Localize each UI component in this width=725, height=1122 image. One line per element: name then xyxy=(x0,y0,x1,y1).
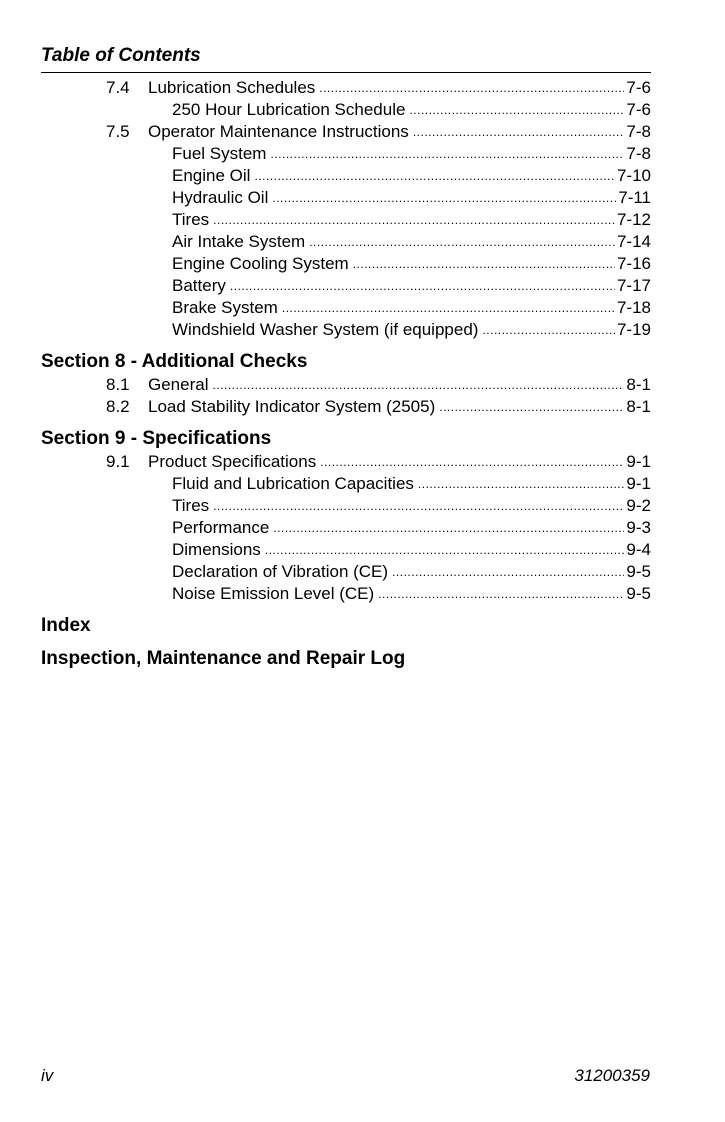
toc-entry-page: 7-10 xyxy=(616,166,651,185)
toc-entry[interactable] xyxy=(172,319,651,341)
dot-leader xyxy=(320,451,624,473)
toc-entry[interactable] xyxy=(172,143,651,165)
dot-leader xyxy=(282,297,615,319)
toc-entry-page: 7-17 xyxy=(616,276,651,295)
toc-entry-title: Performance xyxy=(172,518,270,537)
log-heading[interactable]: Inspection, Maintenance and Repair Log xyxy=(41,648,406,669)
toc-entry-title: 250 Hour Lubrication Schedule xyxy=(172,100,406,119)
toc-entry[interactable] xyxy=(172,209,651,231)
toc-entry-number: 8.1 xyxy=(106,375,130,394)
toc-entry[interactable] xyxy=(106,374,651,396)
toc-entry[interactable] xyxy=(106,77,651,99)
toc-entry-page: 8-1 xyxy=(626,375,651,394)
toc-entry-title: Dimensions xyxy=(172,540,261,559)
toc-entry-page: 8-1 xyxy=(626,397,651,416)
toc-entry-page: 7-18 xyxy=(616,298,651,317)
toc-entry-title: Windshield Washer System (if equipped) xyxy=(172,320,479,339)
toc-entry-page: 9-3 xyxy=(626,518,651,537)
toc-entry-title: General xyxy=(148,375,209,394)
page-title: Table of Contents xyxy=(41,45,201,66)
toc-entry-page: 9-2 xyxy=(626,496,651,515)
toc-entry-title: Brake System xyxy=(172,298,278,317)
toc-entry-page: 7-8 xyxy=(626,144,651,163)
page-header xyxy=(41,44,651,73)
toc-entry-title: Tires xyxy=(172,496,210,515)
toc-entry-title: Product Specifications xyxy=(148,452,317,471)
toc-entry-title: Hydraulic Oil xyxy=(172,188,269,207)
toc-entry[interactable] xyxy=(172,253,651,275)
dot-leader xyxy=(319,77,624,99)
dot-leader xyxy=(212,374,624,396)
toc-entry[interactable] xyxy=(172,165,651,187)
toc-entry-title: Air Intake System xyxy=(172,232,306,251)
toc-entry[interactable] xyxy=(106,396,651,418)
toc-entry[interactable] xyxy=(106,451,651,473)
toc-entry[interactable] xyxy=(172,539,651,561)
toc-entry-title: Engine Cooling System xyxy=(172,254,349,273)
toc-entry-page: 7-6 xyxy=(626,100,651,119)
dot-leader xyxy=(265,539,625,561)
toc-entry-title: Declaration of Vibration (CE) xyxy=(172,562,389,581)
toc-entry-number: 9.1 xyxy=(106,452,130,471)
dot-leader xyxy=(213,209,615,231)
dot-leader xyxy=(213,495,624,517)
toc-entry-page: 9-1 xyxy=(626,474,651,493)
dot-leader xyxy=(439,396,624,418)
toc-entry-title: Tires xyxy=(172,210,210,229)
section-8-heading[interactable]: Section 8 - Additional Checks xyxy=(41,351,308,372)
toc-entry-title: Noise Emission Level (CE) xyxy=(172,584,375,603)
dot-leader xyxy=(272,187,616,209)
dot-leader xyxy=(254,165,615,187)
toc-entry-page: 7-6 xyxy=(626,78,651,97)
toc-entry-page: 9-1 xyxy=(626,452,651,471)
dot-leader xyxy=(230,275,615,297)
index-heading[interactable]: Index xyxy=(41,615,91,636)
toc-entry[interactable] xyxy=(172,297,651,319)
dot-leader xyxy=(378,583,624,605)
dot-leader xyxy=(270,143,624,165)
toc-entry[interactable] xyxy=(172,583,651,605)
toc-entry[interactable] xyxy=(172,275,651,297)
toc-entry-page: 9-4 xyxy=(626,540,651,559)
toc-entry-page: 7-14 xyxy=(616,232,651,251)
dot-leader xyxy=(413,121,625,143)
toc-entry[interactable] xyxy=(172,495,651,517)
section-9-heading[interactable]: Section 9 - Specifications xyxy=(41,428,272,449)
toc-entry-page: 7-8 xyxy=(626,122,651,141)
dot-leader xyxy=(309,231,615,253)
dot-leader xyxy=(353,253,615,275)
dot-leader xyxy=(273,517,624,539)
toc-entry-page: 7-12 xyxy=(616,210,651,229)
toc-entry-title: Fuel System xyxy=(172,144,267,163)
dot-leader xyxy=(418,473,625,495)
toc-entry-title: Battery xyxy=(172,276,226,295)
toc-entry-page: 7-11 xyxy=(618,188,651,207)
toc-entry-number: 7.5 xyxy=(106,122,130,141)
toc-entry[interactable] xyxy=(106,121,651,143)
toc-entry[interactable] xyxy=(172,187,651,209)
toc-entry-title: Load Stability Indicator System (2505) xyxy=(148,397,436,416)
toc-entry-title: Engine Oil xyxy=(172,166,251,185)
dot-leader xyxy=(409,99,624,121)
dot-leader xyxy=(482,319,615,341)
toc-entry-title: Lubrication Schedules xyxy=(148,78,316,97)
toc-entry-page: 9-5 xyxy=(626,562,651,581)
toc-entry[interactable] xyxy=(172,473,651,495)
toc-entry[interactable] xyxy=(172,561,651,583)
toc-entry-page: 9-5 xyxy=(626,584,651,603)
toc-entry[interactable] xyxy=(172,517,651,539)
footer-doc-number: 31200359 xyxy=(574,1066,650,1085)
toc-entry[interactable] xyxy=(172,99,651,121)
toc-entry-number: 7.4 xyxy=(106,78,130,97)
footer-page-number: iv xyxy=(41,1066,54,1085)
toc-entry[interactable] xyxy=(172,231,651,253)
toc-entry-number: 8.2 xyxy=(106,397,130,416)
toc-entry-title: Fluid and Lubrication Capacities xyxy=(172,474,414,493)
toc-entry-title: Operator Maintenance Instructions xyxy=(148,122,409,141)
toc-entry-page: 7-16 xyxy=(616,254,651,273)
toc-entry-page: 7-19 xyxy=(616,320,651,339)
dot-leader xyxy=(392,561,624,583)
